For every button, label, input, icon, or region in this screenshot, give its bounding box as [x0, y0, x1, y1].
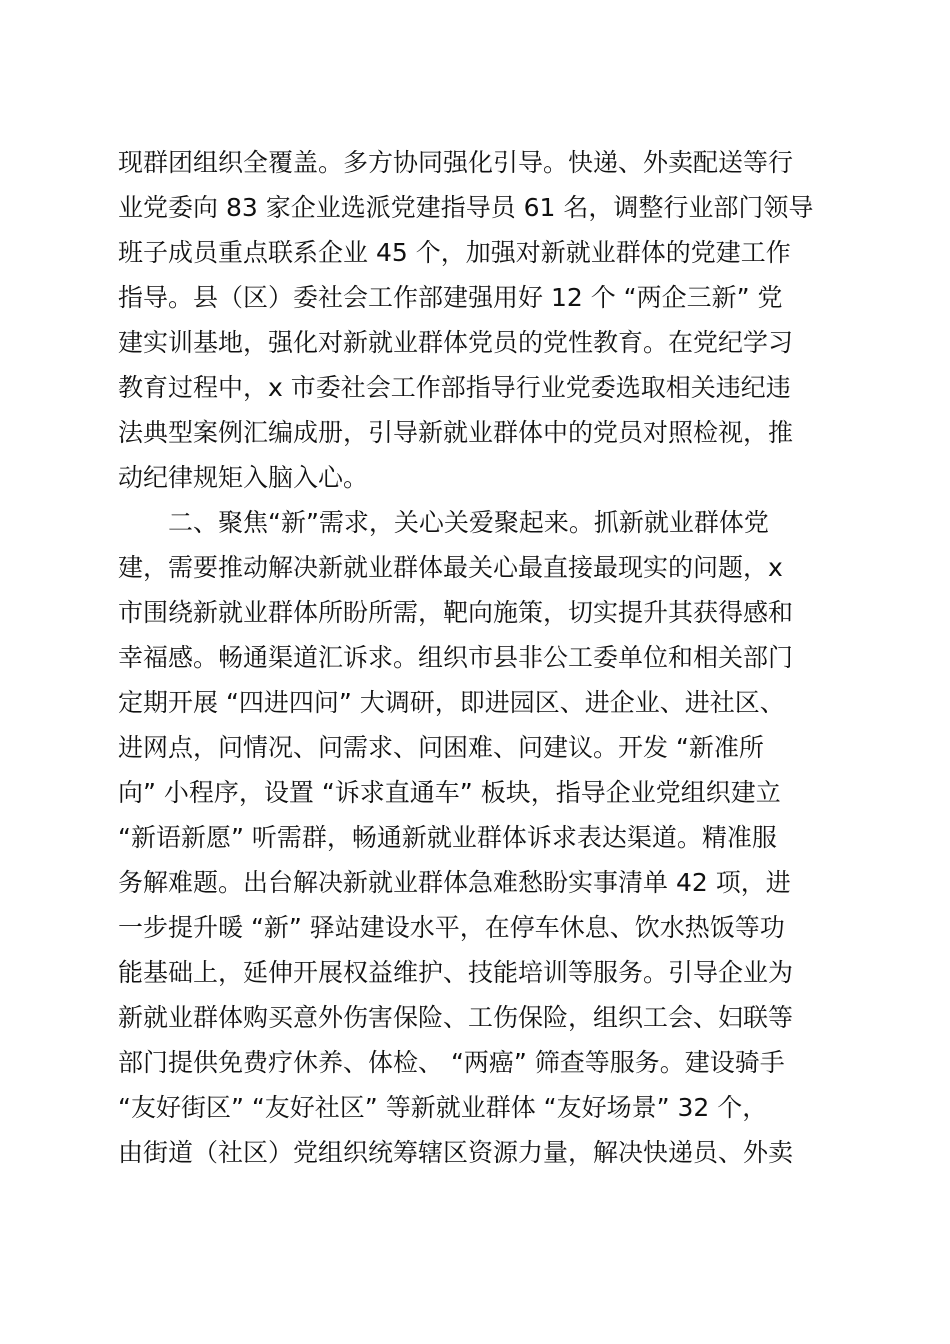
- text-line: 市围绕新就业群体所盼所需，靶向施策，切实提升其获得感和: [118, 598, 794, 627]
- section-heading-line: 二、聚焦“新”需求，关心关爱聚起来。抓新就业群体党: [118, 508, 769, 537]
- text-line: 动纪律规矩入脑入心。: [118, 463, 369, 492]
- text-line: “新语新愿” 听需群，畅通新就业群体诉求表达渠道。精准服: [118, 823, 777, 852]
- text-line: 建，需要推动解决新就业群体最关心最直接最现实的问题，x: [118, 553, 783, 582]
- text-line: 定期开展 “四进四问” 大调研，即进园区、进企业、进社区、: [118, 688, 785, 717]
- text-line: 法典型案例汇编成册，引导新就业群体中的党员对照检视，推: [118, 418, 794, 447]
- text-line: 进网点，问情况、问需求、问困难、问建议。开发 “新准所: [118, 733, 764, 762]
- text-line: “友好街区” “友好社区” 等新就业群体 “友好场景” 32 个，: [118, 1093, 768, 1122]
- text-line: 由街道（社区）党组织统筹辖区资源力量，解决快递员、外卖: [118, 1138, 794, 1167]
- text-line: 一步提升暖 “新” 驿站建设水平，在停车休息、饮水热饭等功: [118, 913, 785, 942]
- text-line: 部门提供免费疗休养、体检、 “两癌” 筛查等服务。建设骑手: [118, 1048, 785, 1077]
- text-line: 务解难题。出台解决新就业群体急难愁盼实事清单 42 项，进: [118, 868, 791, 897]
- body-text: [118, 140, 838, 1175]
- text-line: 新就业群体购买意外伤害保险、工伤保险，组织工会、妇联等: [118, 1003, 794, 1032]
- text-line: 幸福感。畅通渠道汇诉求。组织市县非公工委单位和相关部门: [118, 643, 794, 672]
- text-line: 现群团组织全覆盖。多方协同强化引导。快递、外卖配送等行: [118, 148, 794, 177]
- text-line: 班子成员重点联系企业 45 个，加强对新就业群体的党建工作: [118, 238, 791, 267]
- text-line: 业党委向 83 家企业选派党建指导员 61 名，调整行业部门领导: [118, 193, 814, 222]
- text-line: 建实训基地，强化对新就业群体党员的党性教育。在党纪学习: [118, 328, 794, 357]
- text-line: 能基础上，延伸开展权益维护、技能培训等服务。引导企业为: [118, 958, 794, 987]
- text-line: 向” 小程序，设置 “诉求直通车” 板块，指导企业党组织建立: [118, 778, 781, 807]
- text-line: 指导。县（区）委社会工作部建强用好 12 个 “两企三新” 党: [118, 283, 783, 312]
- text-line: 教育过程中，x 市委社会工作部指导行业党委选取相关违纪违: [118, 373, 791, 402]
